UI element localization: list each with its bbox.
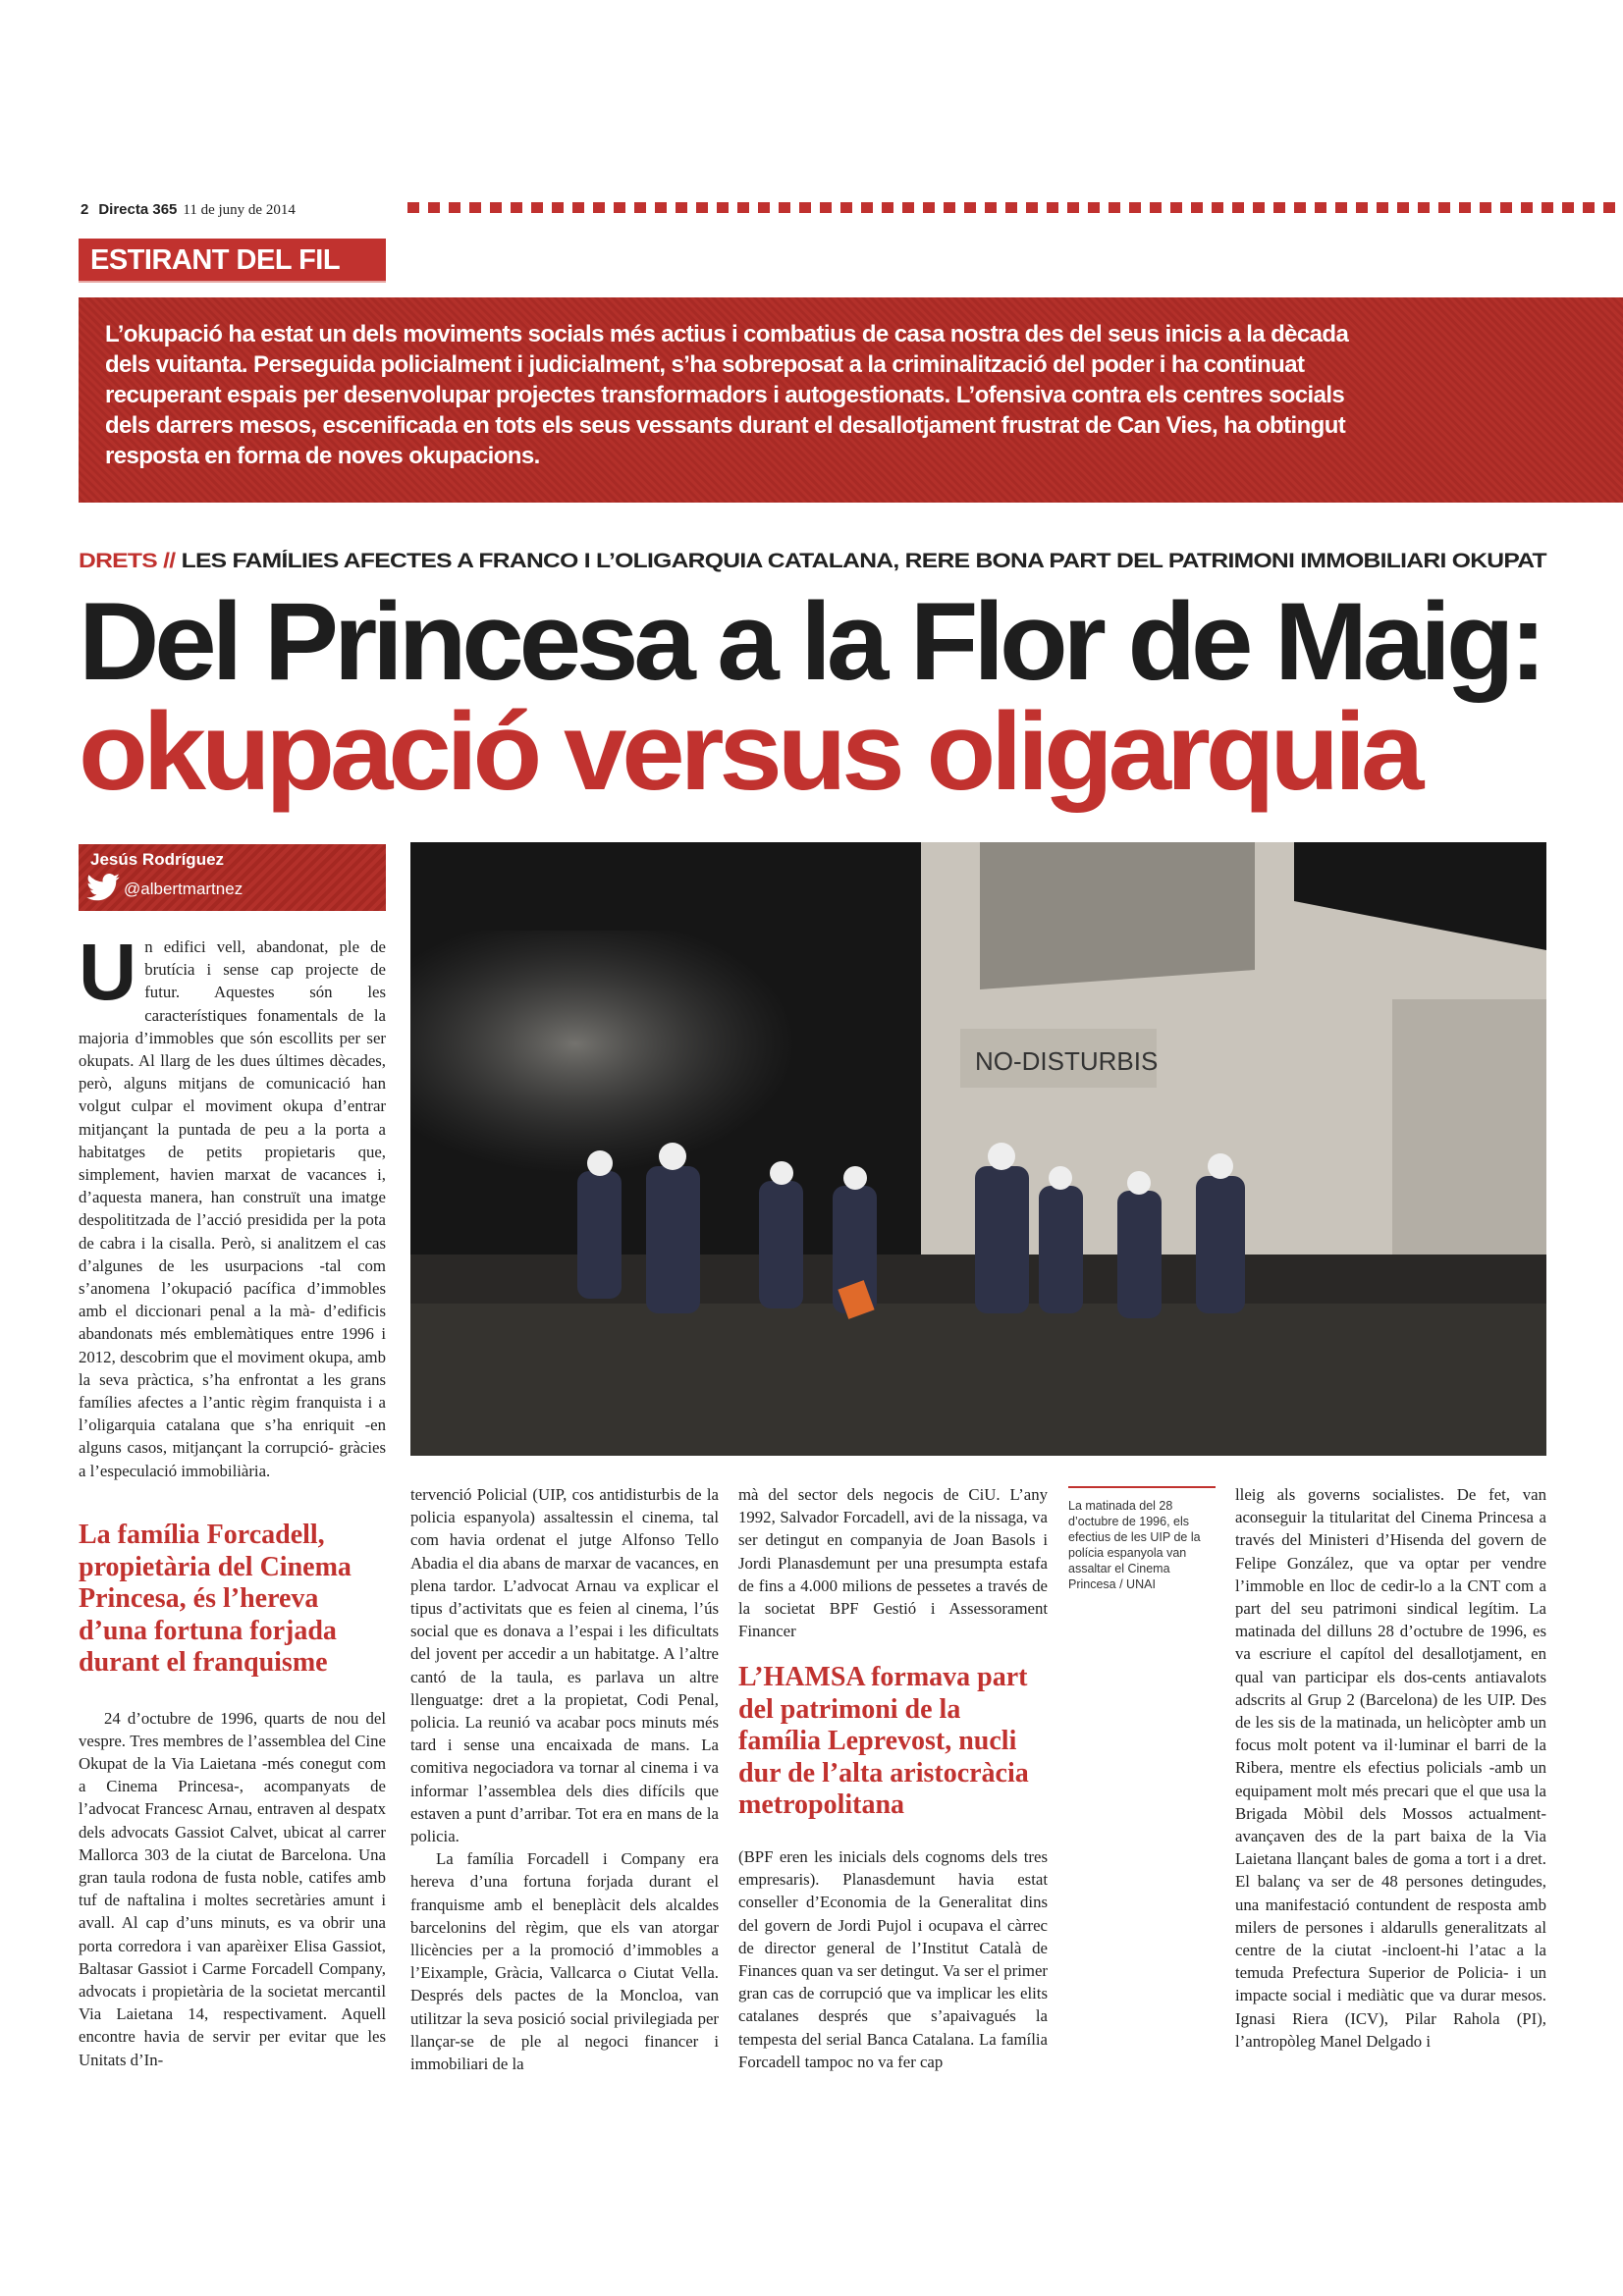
subheading: L’HAMSA formava part del patrimoni de la família Leprevost, nucli dur de l’alta aristocràcia metropolitana <box>738 1662 1029 1821</box>
kicker <box>79 550 1546 573</box>
body-paragraph: La família Forcadell i Company era hereva d’una fortuna forjada durant el franquisme amb el beneplàcit dels alcaldes barcelonins del règim, que els van atorgar llicències per a la promoció d’immobles a l’Eixample, Gràcia, Vallcarca o Ciutat Vella. Després dels pactes de la Moncloa, van utilitzar la seva posició social privilegiada per llançar-se de ple al negoci financer i immobiliari de la <box>410 1849 719 2074</box>
publication-name: Directa 365 <box>98 201 178 218</box>
article-column-1 <box>79 928 386 1482</box>
author-box <box>79 844 386 911</box>
kicker-section: DRETS // <box>79 550 176 572</box>
page-number: 2 <box>81 201 89 218</box>
body-paragraph: 24 d’octubre de 1996, quarts de nou del vespre. Tres membres de l’assemblea del Cine Okupat de la Via Laietana -més conegut com a Cinema Princesa-, acompanyats de l’advocat Francesc Arnau, entraven al despatx dels advocats Gassiot Calvet, ubicat al carrer Mallorca 303 de la ciutat de Barcelona. Una gran taula rodona de fusta noble, catifes amb tuf de naftalina i moltes secretàries amunt i avall. Al cap d’uns minuts, es va obrir una porta corredora i van aparèixer Elisa Gassiot, Baltasar Gassiot i Carme Forcadell Company, advocats i propietària de la societat mercantil Via Laietana 14, respectivament. Aquell encontre havia de servir per evitar que les Unitats d’In- <box>79 1708 386 2069</box>
twitter-bird-icon <box>86 874 120 907</box>
photo-police-raid-cinema <box>410 842 1546 1456</box>
issue-date: 11 de juny de 2014 <box>183 202 296 218</box>
body-paragraph: n edifici vell, abandonat, ple de brutícia i sense cap projecte de futur. Aquestes són les característiques fonamentals de la majoria d’immobles que són escollits per ser okupats. Al llarg de les dues últimes dècades, però, alguns mitjans de comunicació han volgut culpar el moviment okupa d’entrar mitjançant la puntada de peu a la porta a habitatges de petits propietaris que, simplement, havien marxat de vacances i, d’aquesta manera, han construït una imatge despolititzada de l’acció presidida per la pota de cabra i la cisalla. Però, si analitzem el cas d’algunes de les usurpacions -tal com s’anomena l’okupació pacífica d’immobles amb el diccionari penal a la mà- d’edificis abandonats més emblemàtiques entre 1996 i 2012, descobrim que el moviment okupa, amb la seva pràctica, s’ha enfrontat a les grans famílies afectes a l’antic règim franquista i a l’oligarquia catalana que s’ha enriquit -en alguns casos, mitjançant la corrupció- gràcies a l’especulació immobiliària. <box>79 937 386 1480</box>
author-twitter-handle: @albertmartnez <box>124 880 243 898</box>
banner-text: NO-DISTURBIS <box>975 1046 1159 1076</box>
kicker-text: LES FAMÍLIES AFECTES A FRANCO I L’OLIGARQUIA CATALANA, RERE BONA PART DEL PATRIMONI IMMOBILIARI OKUPAT <box>181 550 1546 572</box>
headline-line-2: okupació versus oligarquia <box>79 690 1420 813</box>
subheading: La família Forcadell, propietària del Cinema Princesa, és l’hereva d’una fortuna forjada durant el franquisme <box>79 1520 352 1678</box>
photo-caption: La matinada del 28 d’octubre de 1996, els efectius de les UIP de la polícia espanyola van assaltar el Cinema Princesa / UNAI <box>1068 1486 1216 1592</box>
author-name: Jesús Rodríguez <box>90 850 225 869</box>
article-column-3 <box>738 1483 1048 2073</box>
body-paragraph: (BPF eren les inicials dels cognoms dels tres empresaris). Planasdemunt havia estat conseller d’Economia de la Generalitat dins del govern de Jordi Pujol i ocupava el càrrec de director general de l’Institut Català de Finances quan va ser detingut. Va ser el primer gran cas de corrupció que va implicar les elits catalanes després que s’apaivagués la tempesta del serial Banca Catalana. La família Forcadell tampoc no va fer cap <box>738 1846 1048 2071</box>
body-paragraph: mà del sector dels negocis de CiU. L’any 1992, Salvador Forcadell, avi de la nissaga, va ser detingut en companyia de Joan Basols i Jordi Planasdemunt per una presumpta estafa de fins a 4.000 milions de pessetes a través de la societat BPF Gestió i Assessorament Financer <box>738 1485 1048 1641</box>
intro-box <box>79 297 1623 503</box>
headline-line-1: Del Princesa a la Flor de Maig: <box>79 580 1542 703</box>
drop-cap: U <box>79 928 137 1017</box>
intro-text: L’okupació ha estat un dels moviments socials més actius i combatius de casa nostra des del seus inicis a la dècada dels vuitanta. Perseguida policialment i judicialment, s’ha sobreposat a la criminalització del poder i ha continuat recuperant espais per desenvolupar projectes transformadors i autogestionats. L’ofensiva contra els centres socials dels darrers mesos, escenificada en tots els seus vessants durant el desallotjament frustrat de Can Vies, ha obtingut resposta en forma de noves okupacions. <box>105 321 1349 469</box>
section-tag: ESTIRANT DEL FIL <box>79 239 386 283</box>
body-paragraph: lleig als governs socialistes. De fet, van aconseguir la titularitat del Cinema Princesa a través del Ministeri d’Hisenda del govern de Felipe González, que va optar per vendre l’immoble en lloc de cedir-lo a la CNT com a part del seu patrimoni sindical legítim. La matinada del dilluns 28 d’octubre de 1996, es va escriure el capítol del desallotjament, en qual van participar els dos-cents antiavalots adscrits al Grup 2 (Barcelona) de les UIP. Des de les sis de la matinada, un helicòpter amb un focus molt potent va il·luminar el barri de la Ribera, mentre els efectius policials -amb un equipament molt més precari que el que usa la Brigada Mòbil dels Mossos actualment- avançaven des de la part baixa de la Via Laietana llançant bales de goma a tort i a dret. El balanç va ser de 48 persones detingudes, una manifestació contundent de resposta amb milers de persones i aldarulls generalitzats al centre de la ciutat -incloent-hi l’atac a la temuda Prefectura Superior de Policia- i un impacte social i mediàtic que va durar mesos. Ignasi Riera (ICV), Pilar Rahola (PI), l’antropòleg Manel Delgado i <box>1235 1485 1546 2051</box>
article-column-1-lower <box>79 1520 386 2071</box>
page-folio <box>81 201 296 219</box>
article-column-5 <box>1235 1483 1546 2053</box>
article-column-2 <box>410 1483 719 2075</box>
dashed-rule <box>407 202 1623 213</box>
news-photo <box>410 842 1546 1456</box>
body-paragraph: tervenció Policial (UIP, cos antidisturbis de la policia espanyola) assaltessin el cinema, tal com havia ordenat el jutge Alfonso Tello Abadia el dia abans de marxar de vacances, en plena tardor. L’advocat Arnau va explicar el tipus d’activitats que es feien al cinema, l’ús social que es donava a l’espai i les dificultats del jovent per accedir a un habitatge. A l’altre cantó de la taula, es parlava un altre llenguatge: dret a la propietat, Codi Penal, policia. La reunió va acabar pocs minuts més tard i sense una encaixada de mans. La comitiva negociadora va tornar al cinema i va informar l’assemblea dels dies difícils que estaven a punt d’arribar. Tot era en mans de la policia. <box>410 1485 719 1846</box>
